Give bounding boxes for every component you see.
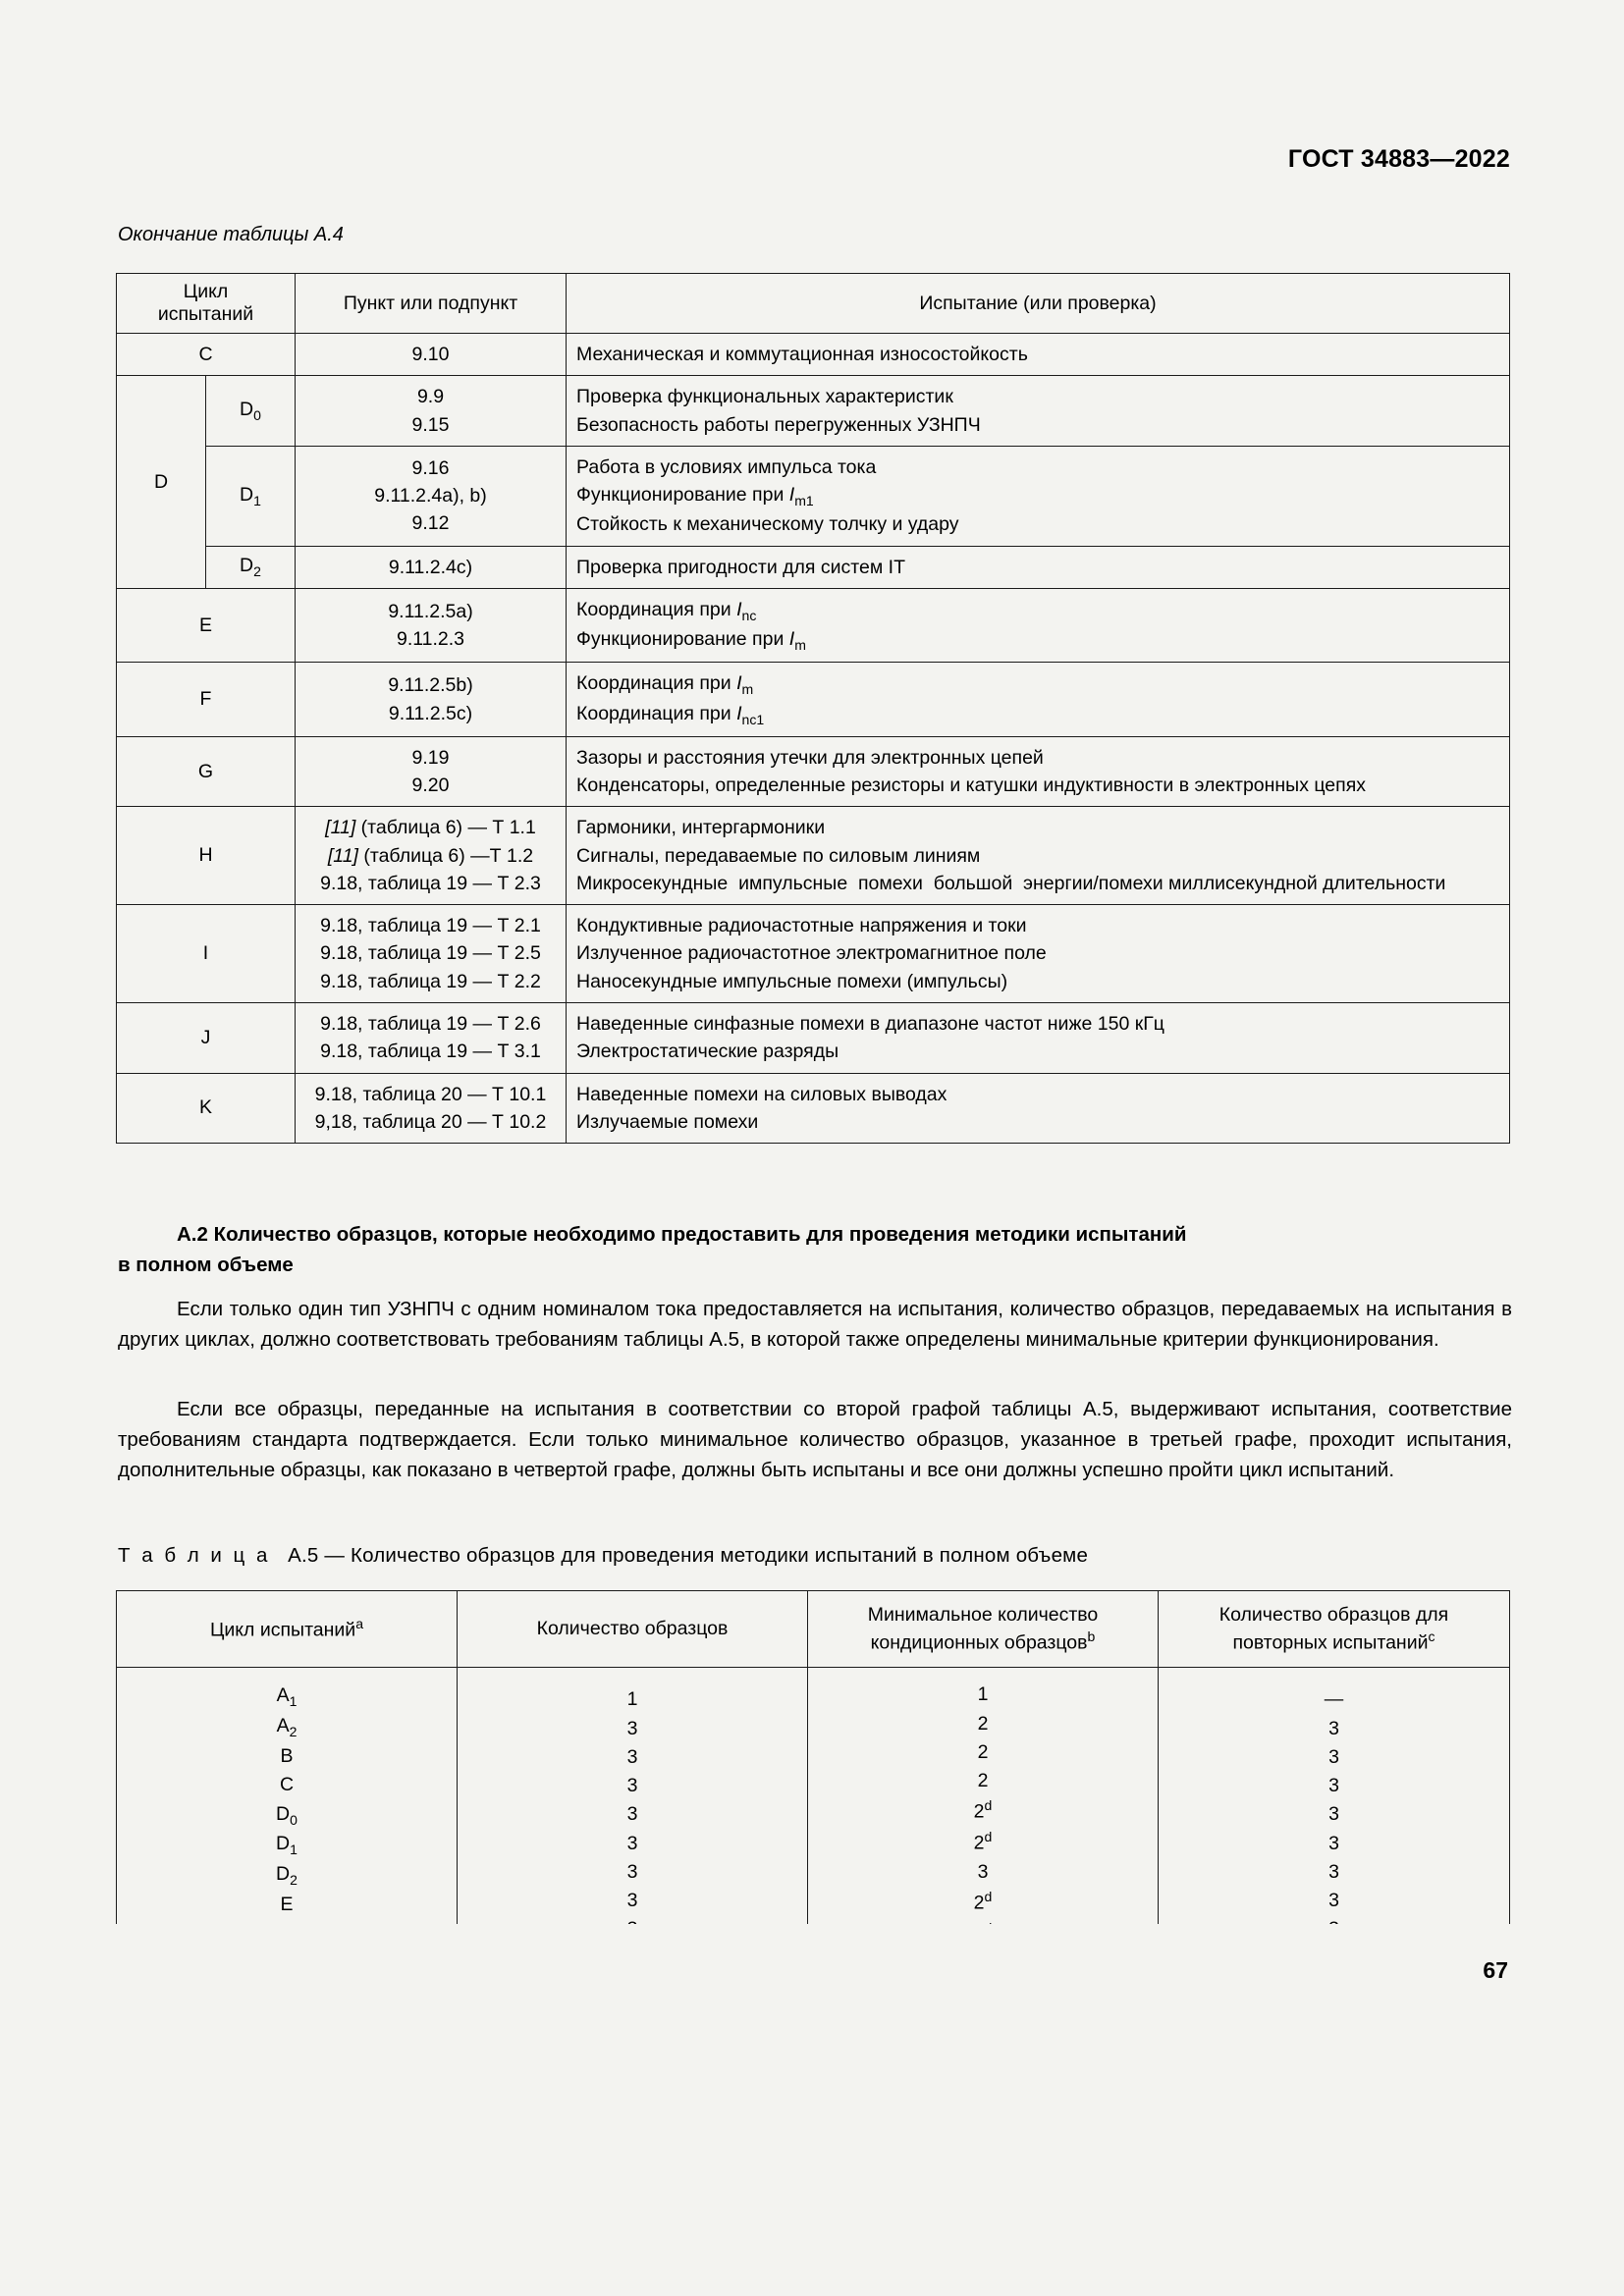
cell-test: Кондуктивные радиочастотные напряжения и токи Излученное радиочастотное электромагнитное поле Наносекундные импульсные помехи (импульсы) <box>567 905 1510 1003</box>
cell-clause: 9.18, таблица 19 — Т 2.6 9.18, таблица 19 — Т 3.1 <box>296 1002 567 1073</box>
cell-cycle: J <box>117 1002 296 1073</box>
cell-test: Наведенные синфазные помехи в диапазоне частот ниже 150 кГц Электростатические разряды <box>567 1002 1510 1073</box>
table-row <box>117 1073 1510 1144</box>
table-row <box>117 736 1510 807</box>
cell-clause: 9.18, таблица 20 — Т 10.1 9,18, таблица 20 — Т 10.2 <box>296 1073 567 1144</box>
cell-cycle-list: $A_1$ $A_2$ B C $D_0$ $D_1$ $D_2$ E <box>117 1668 458 1963</box>
cell-cycle: C <box>117 334 296 376</box>
column-header-cycle: Цикл испытаний <box>117 274 296 334</box>
cell-test: Работа в условиях импульса тока Функционирование при $I_{m1}$ Стойкость к механическому толчку и удару <box>567 446 1510 546</box>
cell-cycle: K <box>117 1073 296 1144</box>
table-row <box>117 1002 1510 1073</box>
table-a5-caption <box>118 1544 1088 1568</box>
column-header-cycle: Цикл испытаний$^a$ <box>117 1591 458 1668</box>
column-header-count: Количество образцов <box>458 1591 808 1668</box>
cell-cycle: I <box>117 905 296 1003</box>
cell-cycle: G <box>117 736 296 807</box>
cell-test: Координация при $I_m$ Координация при $I_{nc1}$ <box>567 663 1510 737</box>
table-a4 <box>116 273 1510 1144</box>
cell-cycle: F <box>117 663 296 737</box>
table-a4-caption: Окончание таблицы А.4 <box>118 224 344 245</box>
standard-header: ГОСТ 34883—2022 <box>1287 145 1510 173</box>
column-header-test: Испытание (или проверка) <box>567 274 1510 334</box>
table-row <box>117 446 1510 546</box>
cell-subcycle: $D_2$ <box>206 546 296 588</box>
cell-test: Наведенные помехи на силовых выводах Излучаемые помехи <box>567 1073 1510 1144</box>
table-row <box>117 1591 1510 1668</box>
cell-clause: 9.9 9.15 <box>296 376 567 447</box>
table-row <box>117 546 1510 588</box>
cell-clause: 9.19 9.20 <box>296 736 567 807</box>
table-a5-caption-prefix: Т а б л и ц а <box>118 1544 271 1567</box>
table-row <box>117 334 1510 376</box>
cell-clause: 9.16 9.11.2.4a), b) 9.12 <box>296 446 567 546</box>
table-row <box>117 588 1510 663</box>
table-row <box>117 376 1510 447</box>
section-a2-paragraph-2: Если все образцы, переданные на испытания в соответствии со второй графой таблицы А.5, выдерживают испытания, соответствие требованиям стандарта подтверждается. Если только минимальное количество образцов, указанное в третьей графе, проходит испытания, дополнительные образцы, как показано в четвертой графе, должны быть испытаны и все они должны успешно пройти цикл испытаний. <box>118 1398 1512 1482</box>
table-a5-caption-rest: А.5 — Количество образцов для проведения методики испытаний в полном объеме <box>288 1544 1089 1567</box>
page-bottom-mask <box>0 1924 1624 2296</box>
cell-clause: 9.11.2.5b) 9.11.2.5c) <box>296 663 567 737</box>
cell-clause: 9.10 <box>296 334 567 376</box>
cell-clause: [11] (таблица 6) — Т 1.1 [11] (таблица 6) —Т 1.2 9.18, таблица 19 — Т 2.3 <box>296 807 567 905</box>
section-a2-heading-line1: А.2 Количество образцов, которые необходимо предоставить для проведения методики испытаний <box>177 1223 1187 1246</box>
table-a5 <box>116 1590 1510 1963</box>
cell-clause: 9.18, таблица 19 — Т 2.1 9.18, таблица 19 — Т 2.5 9.18, таблица 19 — Т 2.2 <box>296 905 567 1003</box>
cell-test: Гармоники, интергармоники Сигналы, передаваемые по силовым линиям Микросекундные импульсные помехи большой энергии/помехи миллисекундной длительности <box>567 807 1510 905</box>
cell-count-list: 1 3 3 3 3 3 3 3 <box>458 1668 808 1963</box>
section-a2-paragraph-1: Если только один тип УЗНПЧ с одним номиналом тока предоставляется на испытания, количество образцов, передаваемых на испытания в других циклах, должно соответствовать требованиям таблицы А.5, в которой также определены минимальные критерии функционирования. <box>118 1298 1512 1352</box>
cell-test: Зазоры и расстояния утечки для электронных цепей Конденсаторы, определенные резисторы и катушки индуктивности в электронных цепях <box>567 736 1510 807</box>
cell-test: Проверка пригодности для систем IT <box>567 546 1510 588</box>
cell-subcycle: $D_0$ <box>206 376 296 447</box>
cell-test: Механическая и коммутационная износостойкость <box>567 334 1510 376</box>
column-header-clause: Пункт или подпункт <box>296 274 567 334</box>
column-header-min-count: Минимальное количество кондиционных образцов$^b$ <box>808 1591 1159 1668</box>
cell-test: Проверка функциональных характеристик Безопасность работы перегруженных УЗНПЧ <box>567 376 1510 447</box>
cell-clause: 9.11.2.5a) 9.11.2.3 <box>296 588 567 663</box>
cell-min-count-list: 1 2 2 2 2$^d$ 2$^d$ 3 2$^d$ <box>808 1668 1159 1963</box>
cell-cycle: E <box>117 588 296 663</box>
cell-test: Координация при $I_{nc}$ Функционирование при $I_m$ <box>567 588 1510 663</box>
cell-cycle: H <box>117 807 296 905</box>
cell-clause: 9.11.2.4c) <box>296 546 567 588</box>
table-row <box>117 663 1510 737</box>
table-row <box>117 905 1510 1003</box>
table-row <box>117 807 1510 905</box>
page-number: 67 <box>1483 1957 1508 1983</box>
cell-repeat-count-list: — 3 3 3 3 3 3 3 <box>1159 1668 1510 1963</box>
table-row <box>117 274 1510 334</box>
section-a2-heading <box>118 1220 1512 1281</box>
cell-subcycle: $D_1$ <box>206 446 296 546</box>
cell-cycle-group: D <box>117 376 206 589</box>
column-header-repeat-count: Количество образцов для повторных испытаний$^c$ <box>1159 1591 1510 1668</box>
section-a2-heading-line2: в полном объеме <box>118 1253 294 1276</box>
table-row <box>117 1668 1510 1963</box>
